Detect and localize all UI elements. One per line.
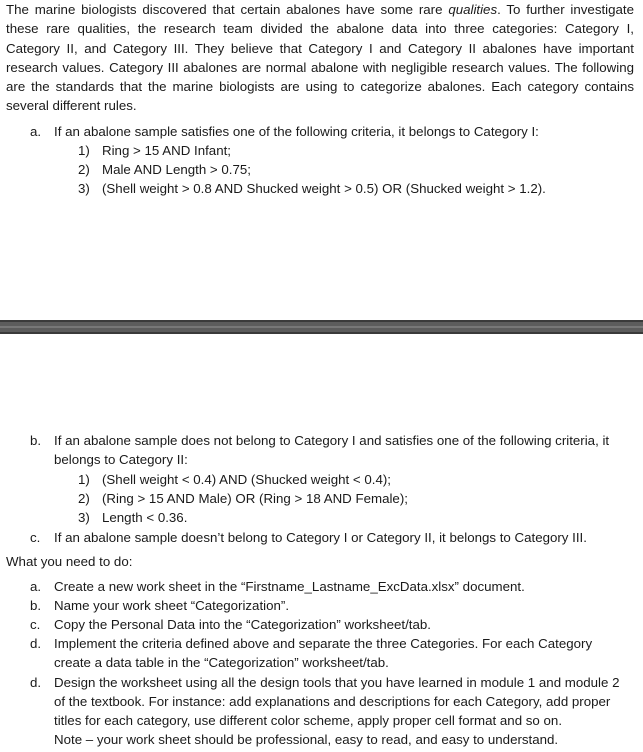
todo-text: titles for each category, use different color scheme, apply proper cell format and so on. — [54, 713, 563, 728]
todo-text: Note – your work sheet should be professional, easy to read, and easy to understand. — [54, 732, 559, 747]
rule-number: 3) — [78, 510, 90, 525]
list-marker: d. — [30, 636, 42, 651]
todo-text: Implement the criteria defined above and separate the three Categories. For each Category — [54, 636, 593, 651]
category-b-text-line1: If an abalone sample does not belong to Category I and satisfies one of the following criteria, it — [54, 433, 610, 448]
intro-italic-word: qualities — [448, 2, 498, 17]
rule-number: 2) — [78, 162, 90, 177]
category-a-text: If an abalone sample satisfies one of the following criteria, it belongs to Category I: — [54, 124, 539, 139]
list-marker: a. — [30, 579, 42, 594]
list-marker: b. — [30, 433, 42, 448]
todo-text: Create a new work sheet in the “Firstname_Lastname_ExcData.xlsx” document. — [54, 579, 525, 594]
todo-text: of the textbook. For instance: add explanations and descriptions for each Category, add proper — [54, 694, 611, 709]
list-marker: c. — [30, 617, 41, 632]
rule-number: 2) — [78, 491, 90, 506]
list-marker: c. — [30, 530, 41, 545]
rule-text: (Shell weight > 0.8 AND Shucked weight > 0.5) OR (Shucked weight > 1.2). — [102, 181, 546, 196]
list-marker: d. — [30, 675, 42, 690]
rule-text: Ring > 15 AND Infant; — [102, 143, 231, 158]
list-marker: a. — [30, 124, 42, 139]
rule-text: (Ring > 15 AND Male) OR (Ring > 18 AND Female); — [102, 491, 408, 506]
todo-heading: What you need to do: — [6, 554, 133, 569]
category-b-text-line2: belongs to Category II: — [54, 452, 188, 467]
todo-text: Design the worksheet using all the design tools that you have learned in module 1 and module 2 — [54, 675, 620, 690]
rule-text: Male AND Length > 0.75; — [102, 162, 251, 177]
category-c-text: If an abalone sample doesn’t belong to Category I or Category II, it belongs to Category III. — [54, 530, 587, 545]
intro-text-2: . To further investigate these rare qualities, the research team divided the abalone data into three categories: Category I, Category II, and Category III. They believe that Category I and Category II abalones have important research values. Category III abalones are normal abalone with negligible research values. The following are the standards that the marine biologists are using to categorize abalones. Each category contains several different rules. — [6, 2, 634, 114]
rule-text: Length < 0.36. — [102, 510, 188, 525]
intro-paragraph — [6, 0, 634, 116]
todo-text: create a data table in the “Categorization” worksheet/tab. — [54, 655, 389, 670]
rule-number: 1) — [78, 472, 90, 487]
todo-text: Name your work sheet “Categorization”. — [54, 598, 290, 613]
page-divider — [0, 320, 643, 334]
rule-number: 1) — [78, 143, 90, 158]
rule-text: (Shell weight < 0.4) AND (Shucked weight < 0.4); — [102, 472, 391, 487]
list-marker: b. — [30, 598, 42, 613]
todo-text: Copy the Personal Data into the “Categorization” worksheet/tab. — [54, 617, 431, 632]
intro-text-1: The marine biologists discovered that certain abalones have some rare — [6, 2, 449, 17]
rule-number: 3) — [78, 181, 90, 196]
